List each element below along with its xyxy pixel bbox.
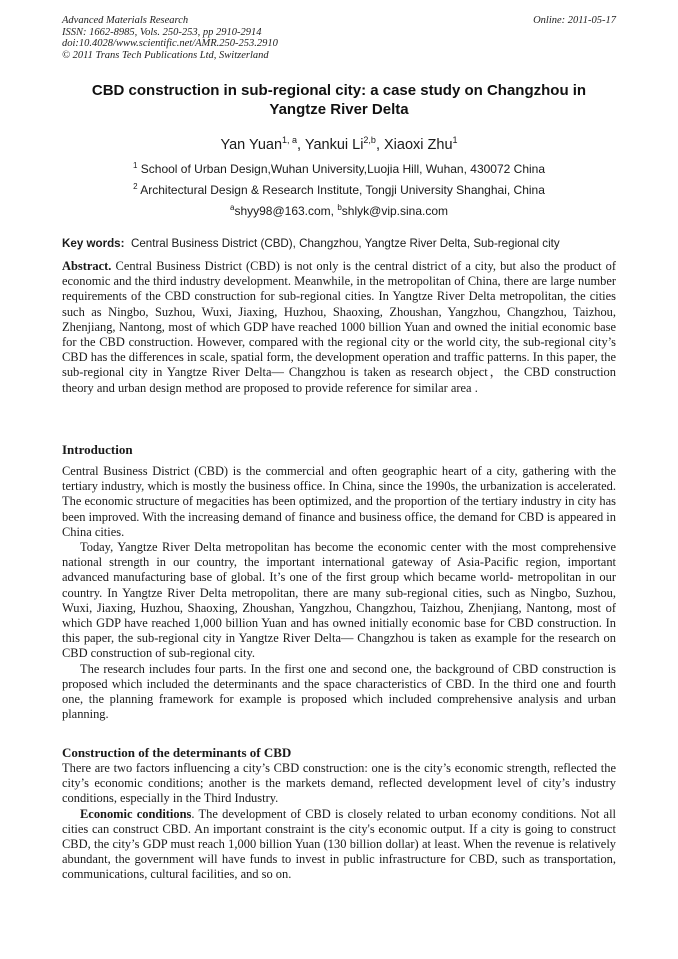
abstract-text: Central Business District (CBD) is not only is the central district of a city, but also the product of economic and the third industry development. Meanwhile, in the metropolitan of China, there are large number requirements of the CBD construction for sub-regional cities. In Yangtze River Delta metropolitan, the cities such as Ningbo, Suzhou, Wuxi, Jiaxing, Huzhou, Shaoxing, Zhoushan, Yangzhou, Changzhou, Taizhou, Zhenjiang, Nantong, most of which GDP have reached 1000 billion Yuan and owned the initial economic base for the CBD construction. However, compared with the regional city or the world city, the sub-regional city’s CBD has the differences in scale, spatial form, the development operation and traffic patterns. In this paper, the sub-regional city in Yangtze River Delta— Changzhou is taken as research object，the CBD construction theory and urban design method are proposed to provide reference for similar area . <box>62 259 617 395</box>
author-name: Yan Yuan <box>220 136 283 153</box>
author-separator: , <box>375 136 384 153</box>
intro-paragraph: Today, Yangtze River Delta metropolitan has become the economic center with the most comprehensive national strength in our country, the important international gateway of Asia-Pacific region, important advanced manufacturing base of global. It’s one of the first group which became world- metropolitan in our country. In Yangtze River Delta metropolitan, there are many sub-regional cities, such as Ningbo, Suzhou, Wuxi, Jiaxing, Huzhou, Shaoxing, Zhoushan, Yangzhou, Changzhou, Taizhou, Zhenjiang, Nantong, most of which GDP have reached 1,000 billion Yuan and has owned initially economic base for CBD construction. In this paper, the sub-regional city in Yangtze River Delta— Changzhou is taken as example for the research on CBD construction of sub-regional city. <box>62 540 616 661</box>
section2-paragraph: There are two factors influencing a city’s CBD construction: one is the city’s economic strength, reflected the city’s economic conditions; another is the markets demand, reflected development level of city’s industry conditions, especially in the Third Industry. <box>62 761 616 806</box>
issn-line: ISSN: 1662-8985, Vols. 250-253, pp 2910-2914 <box>62 26 262 38</box>
email-separator: , <box>330 204 338 218</box>
email-line <box>62 200 616 219</box>
abstract-label: Abstract. <box>62 259 112 273</box>
keywords <box>62 237 622 251</box>
abstract <box>62 259 616 396</box>
author-name: Yankui Li <box>304 136 364 153</box>
introduction-body <box>62 464 616 722</box>
author-sup: 1, a <box>282 135 298 145</box>
affiliation-sup: 1 <box>132 161 138 170</box>
email-sup: a <box>229 203 235 212</box>
author-separator: , <box>297 136 305 153</box>
paper-title: CBD construction in sub-regional city: a case study on Changzhou in Yangtze River Delta <box>91 82 587 118</box>
author-line <box>62 130 616 155</box>
author-sup: 2,b <box>363 135 376 145</box>
affiliation-text: School of Urban Design,Wuhan University,Luojia Hill, Wuhan, 430072 China <box>140 162 546 176</box>
author-sup: 1 <box>452 135 458 145</box>
copyright-line: © 2011 Trans Tech Publications Ltd, Switzerland <box>62 49 269 61</box>
affiliation-text: Architectural Design & Research Institute, Tongji University Shanghai, China <box>140 183 545 197</box>
affiliation-sup: 2 <box>133 182 138 191</box>
journal-name: Advanced Materials Research <box>62 15 189 26</box>
economic-paragraph <box>62 807 616 883</box>
affiliation-2 <box>62 179 616 198</box>
economic-label: Economic conditions <box>80 806 192 821</box>
section2-body <box>62 761 616 883</box>
journal-header <box>62 15 616 61</box>
author-name: Xiaoxi Zhu <box>384 136 453 153</box>
economic-text: . The development of CBD is closely related to urban economy conditions. Not all cities can construct CBD. An important constraint is the city's economic output. If a city is going to construct CBD, the city’s GDP must reach 1,000 billion Yuan (130 billion dollar) at least. When the revenue is relatively abundant, the government will have funds to invest in public infrastructure for CBD, such as transportation, communications, cultural facilities, and so on. <box>62 806 616 882</box>
doi-line: doi:10.4028/www.scientific.net/AMR.250-253.2910 <box>62 38 278 49</box>
section2-heading: Construction of the determinants of CBD <box>62 745 292 760</box>
email-b: shlyk@vip.sina.com <box>341 204 449 218</box>
intro-paragraph: Central Business District (CBD) is the commercial and often geographic heart of a city, gathering with the tertiary industry, which is mostly the business office. In China, since the 1990s, the urbanization is accelerated. The economic structure of megacities has been optimized, and the proportion of the tertiary industry in city has been improved. With the increasing demand of finance and business office, the demand for CBD is appeared in China cities. <box>62 464 616 539</box>
intro-paragraph: The research includes four parts. In the first one and second one, the background of CBD construction is proposed which included the determinants and the space characteristics of CBD. In the third one and fourth one, the planning framework for example is proposed which included comprehensive analysis and urban planning. <box>62 661 616 722</box>
email-sup: b <box>337 203 342 212</box>
online-date: Online: 2011-05-17 <box>533 15 616 26</box>
keywords-text: Central Business District (CBD), Changzhou, Yangtze River Delta, Sub-regional city <box>130 237 560 250</box>
introduction-heading: Introduction <box>62 442 133 457</box>
email-a: shyy98@163.com <box>234 204 331 218</box>
keywords-label: Key words: <box>62 237 125 250</box>
affiliation-1 <box>62 158 616 177</box>
